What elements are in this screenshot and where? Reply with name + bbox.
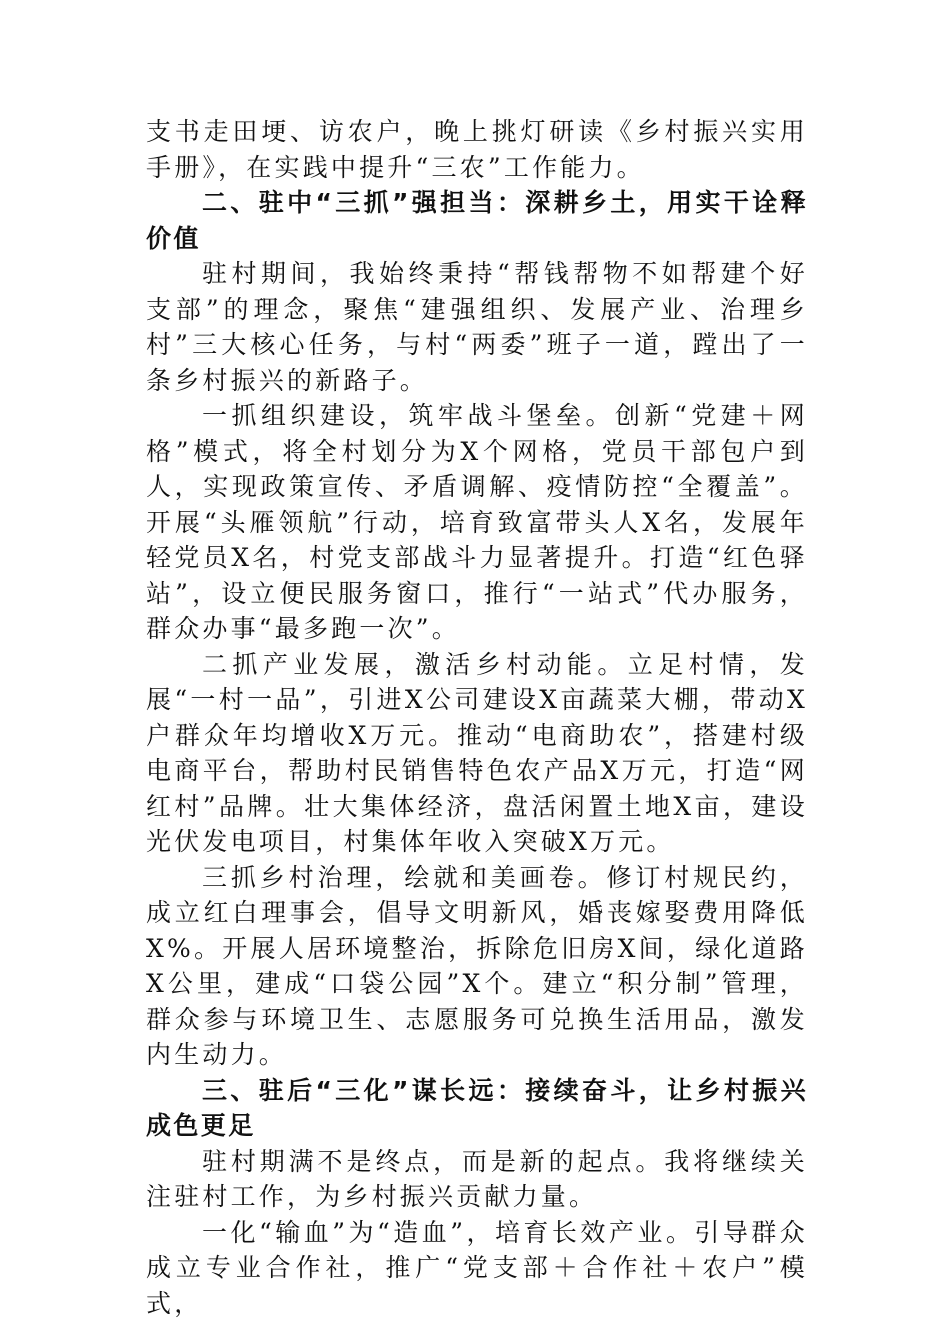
section-heading-2: 二、驻中“三抓”强担当：深耕乡土，用实干诠释价值 [146,188,808,253]
paragraph-continuation: 支书走田埂、访农户，晚上挑灯研读《乡村振兴实用手册》，在实践中提升“三农”工作能力。 [146,117,808,182]
body-paragraph: 二抓产业发展，激活乡村动能。立足村情，发展“一村一品”，引进X公司建设X亩蔬菜大棚，带动X户群众年均增收X万元。推动“电商助农”，搭建村级电商平台，帮助村民销售特色农产品X万元，打造“网红村”品牌。壮大集体经济，盘活闲置土地X亩，建设光伏发电项目，村集体年收入突破X万元。 [146,649,808,856]
body-paragraph: 三抓乡村治理，绘就和美画卷。修订村规民约，成立红白理事会，倡导文明新风，婚丧嫁娶费用降低X%。开展人居环境整治，拆除危旧房X间，绿化道路X公里，建成“口袋公园”X个。建立“积分制”管理，群众参与环境卫生、志愿服务可兑换生活用品，激发内生动力。 [146,862,808,1069]
body-paragraph: 一化“输血”为“造血”，培育长效产业。引导群众成立专业合作社，推广“党支部＋合作社＋农户”模式， [146,1217,808,1318]
body-paragraph: 驻村期间，我始终秉持“帮钱帮物不如帮建个好支部”的理念，聚焦“建强组织、发展产业、治理乡村”三大核心任务，与村“两委”班子一道，蹚出了一条乡村振兴的新路子。 [146,259,808,395]
body-paragraph: 驻村期满不是终点，而是新的起点。我将继续关注驻村工作，为乡村振兴贡献力量。 [146,1146,808,1211]
section-heading-3: 三、驻后“三化”谋长远：接续奋斗，让乡村振兴成色更足 [146,1075,808,1140]
body-paragraph: 一抓组织建设，筑牢战斗堡垒。创新“党建＋网格”模式，将全村划分为X个网格，党员干部包户到人，实现政策宣传、矛盾调解、疫情防控“全覆盖”。开展“头雁领航”行动，培育致富带头人X名，发展年轻党员X名，村党支部战斗力显著提升。打造“红色驿站”，设立便民服务窗口，推行“一站式”代办服务，群众办事“最多跑一次”。 [146,401,808,643]
document-page [146,114,808,1321]
